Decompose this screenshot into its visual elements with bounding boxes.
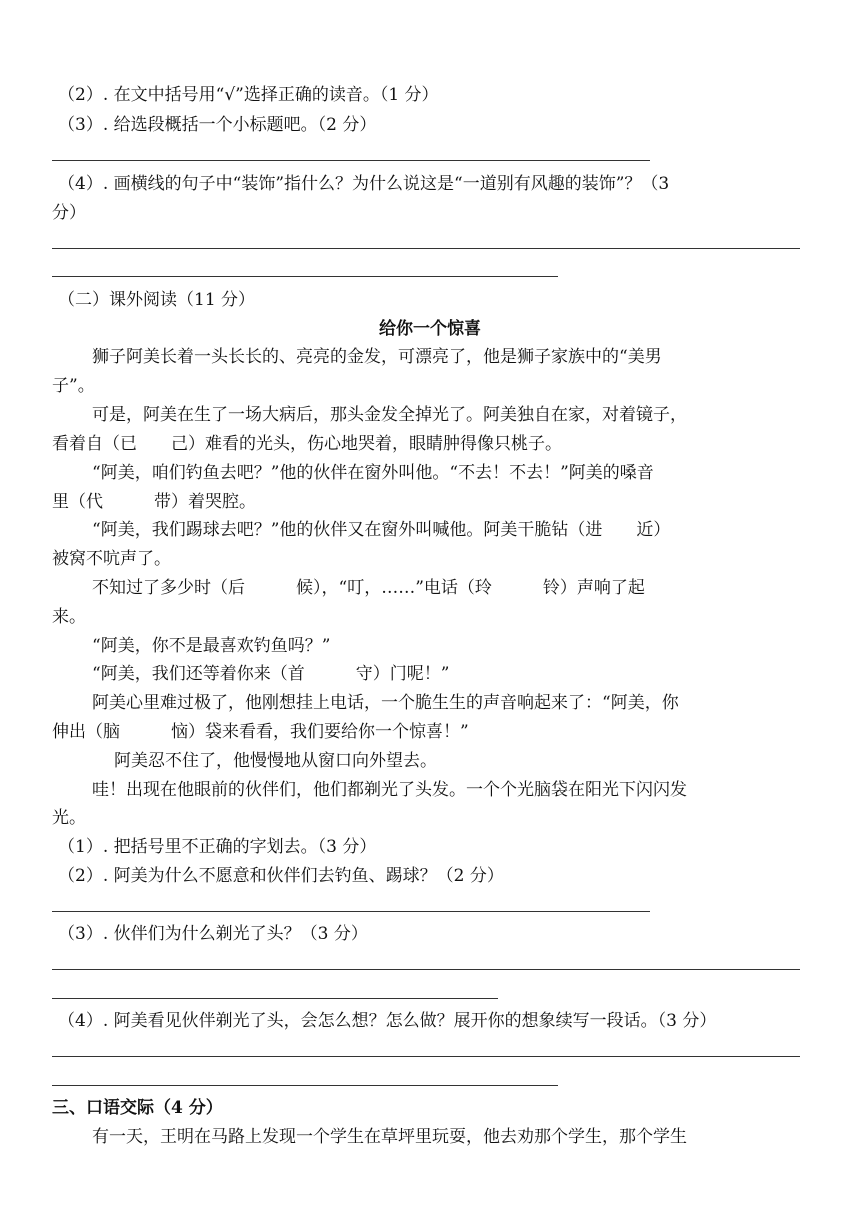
exercise-4: （4）. 阿美看见伙伴剃光了头，会怎么想？怎么做？展开你的想象续写一段话。（3 分） [58,1011,717,1031]
paragraph-line: 哇！出现在他眼前的伙伴们，他们都剃光了头发。一个个光脑袋在阳光下闪闪发 [92,780,687,800]
answer-line[interactable] [52,1085,558,1086]
answer-line[interactable] [52,1056,800,1057]
question-4: （4）. 画横线的句子中“装饰”指什么？为什么说这是“一道别有风趣的装饰”？（3 [58,174,670,194]
paragraph-line: “阿美，咱们钓鱼去吧？”他的伙伴在窗外叫他。“不去！不去！”阿美的嗓音 [92,463,654,483]
paragraph-line: “阿美，我们还等着你来（首 守）门呢！” [92,664,450,684]
paragraph-line: 有一天，王明在马路上发现一个学生在草坪里玩耍，他去劝那个学生，那个学生 [92,1127,687,1147]
exercise-2: （2）. 阿美为什么不愿意和伙伴们去钓鱼、踢球？（2 分） [58,866,504,886]
answer-line[interactable] [52,276,558,277]
paragraph-line: 伸出（脑 恼）袋来看看，我们要给你一个惊喜！” [52,722,469,742]
section-2-heading: （二）课外阅读（11 分） [58,290,256,310]
paragraph-line: “阿美，你不是最喜欢钓鱼吗？” [92,636,331,656]
paragraph-line: 里（代 带）着哭腔。 [52,492,256,512]
paragraph-line: “阿美，我们踢球去吧？”他的伙伴又在窗外叫喊他。阿美干脆钻（进 近） [92,520,671,540]
paragraph-line: 不知过了多少时（后 候），“叮，……”电话（玲 铃）声响了起 [92,578,645,598]
passage-title: 给你一个惊喜 [379,319,481,339]
answer-line[interactable] [52,160,650,161]
question-4-cont: 分） [52,203,86,223]
paragraph-line: 子”。 [52,376,95,396]
question-3: （3）. 给选段概括一个小标题吧。（2 分） [58,115,377,135]
paragraph-line: 狮子阿美长着一头长长的、亮亮的金发，可漂亮了，他是狮子家族中的“美男 [92,347,662,367]
paragraph-line: 光。 [52,808,86,828]
paragraph-line: 阿美心里难过极了，他刚想挂上电话，一个脆生生的声音响起来了：“阿美，你 [92,693,679,713]
paragraph-line: 来。 [52,607,86,627]
exercise-1: （1）. 把括号里不正确的字划去。（3 分） [58,837,377,857]
paragraph-line: 阿美忍不住了，他慢慢地从窗口向外望去。 [114,751,437,771]
exercise-3: （3）. 伙伴们为什么剃光了头？（3 分） [58,924,368,944]
paragraph-line: 被窝不吭声了。 [52,549,171,569]
section-3-heading: 三、口语交际（4 分） [52,1098,223,1118]
answer-line[interactable] [52,911,650,912]
paragraph-line: 看着自（已 己）难看的光头，伤心地哭着，眼睛肿得像只桃子。 [52,434,562,454]
answer-line[interactable] [52,248,800,249]
paragraph-line: 可是，阿美在生了一场大病后，那头金发全掉光了。阿美独自在家，对着镜子， [92,405,687,425]
question-2: （2）. 在文中括号用“√”选择正确的读音。（1 分） [58,85,439,105]
answer-line[interactable] [52,998,498,999]
answer-line[interactable] [52,969,800,970]
